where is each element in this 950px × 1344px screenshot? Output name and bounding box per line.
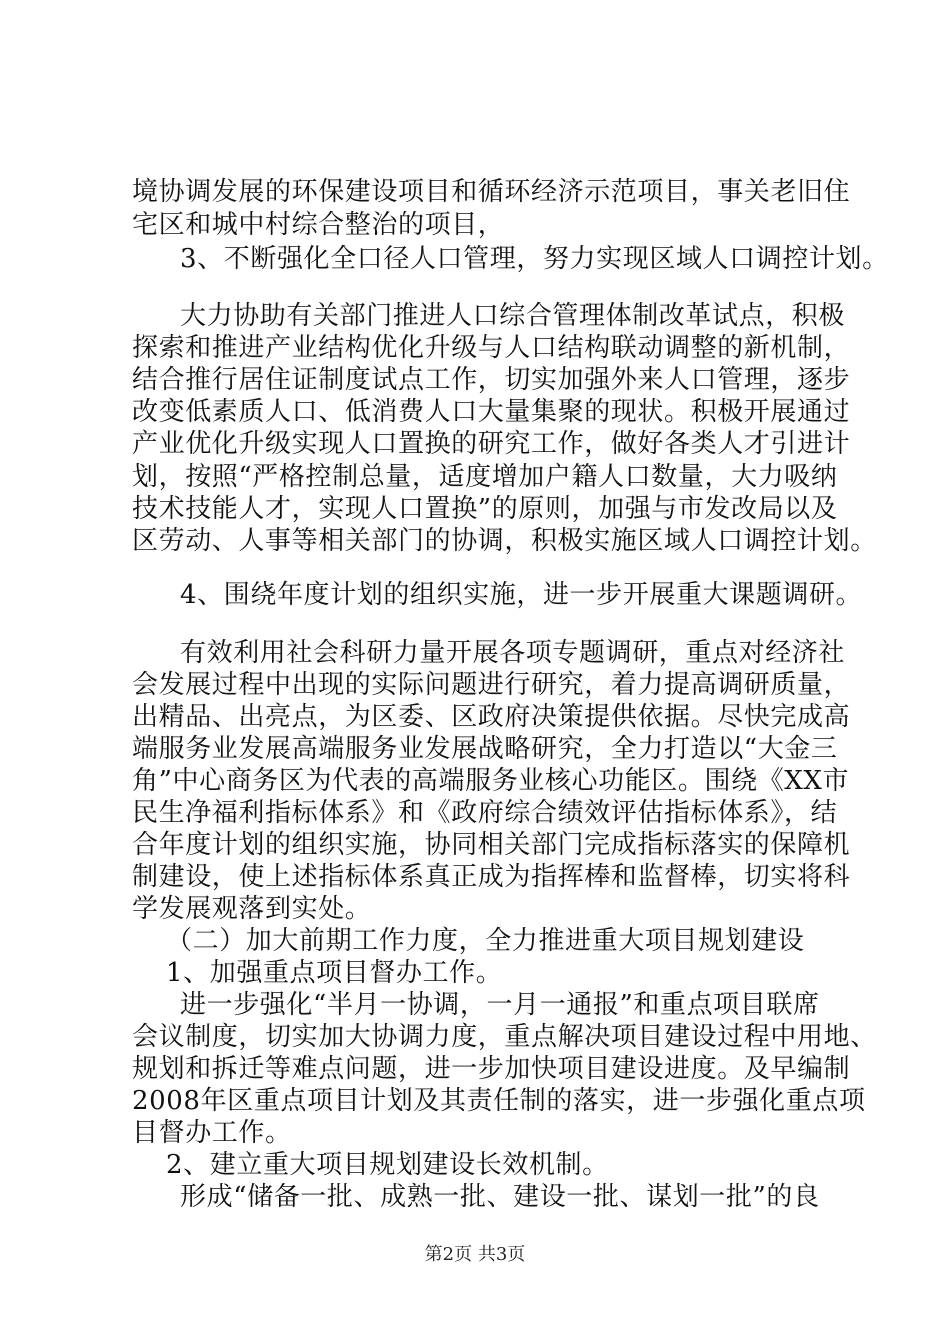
text-line: 技术技能人才，实现人口置换”的原则，加强与市发改局以及	[132, 494, 838, 524]
text-line: 目督办工作。	[132, 1118, 292, 1148]
page-number-footer: 第2页 共3页	[424, 1244, 526, 1265]
text-line: 区劳动、人事等相关部门的协调，积极实施区域人口调控计划。	[132, 526, 877, 556]
text-line: 会发展过程中出现的实际问题进行研究，着力提高调研质量，	[132, 670, 851, 700]
text-line: 形成“储备一批、成熟一批、建设一批、谋划一批”的良	[180, 1182, 820, 1212]
text-line: 划，按照“严格控制总量，适度增加户籍人口数量，大力吸纳	[132, 462, 838, 492]
text-line: 制建设，使上述指标体系真正成为指挥棒和监督棒，切实将科	[132, 862, 851, 892]
text-line: 探索和推进产业结构优化升级与人口结构联动调整的新机制，	[132, 333, 851, 363]
text-line: 境协调发展的环保建设项目和循环经济示范项目，事关老旧住	[132, 177, 851, 207]
text-line: 端服务业发展高端服务业发展战略研究，全力打造以“大金三	[132, 734, 838, 764]
section-heading: （二）加大前期工作力度，全力推进重大项目规划建设	[166, 926, 805, 956]
text-line: 合年度计划的组织实施，协同相关部门完成指标落实的保障机	[132, 830, 851, 860]
text-line: 4、围绕年度计划的组织实施，进一步开展重大课题调研。	[180, 580, 863, 610]
text-line: 1、加强重点项目督办工作。	[166, 958, 503, 988]
text-line: 3、不断强化全口径人口管理，努力实现区域人口调控计划。	[180, 244, 889, 274]
text-line: 会议制度，切实加大协调力度，重点解决项目建设过程中用地、	[132, 1022, 877, 1052]
text-line: 宅区和城中村综合整治的项目，	[132, 210, 505, 240]
text-line: 产业优化升级实现人口置换的研究工作，做好各类人才引进计	[132, 429, 851, 459]
text-line: 民生净福利指标体系》和《政府综合绩效评估指标体系》，结	[132, 798, 838, 828]
text-line: 2008年区重点项目计划及其责任制的落实，进一步强化重点项	[132, 1086, 866, 1116]
text-line: 2、建立重大项目规划建设长效机制。	[166, 1150, 609, 1180]
text-line: 规划和拆迁等难点问题，进一步加快项目建设进度。及早编制	[132, 1054, 851, 1084]
text-line: 进一步强化“半月一协调，一月一通报”和重点项目联席	[180, 990, 820, 1020]
text-line: 改变低素质人口、低消费人口大量集聚的现状。积极开展通过	[132, 397, 851, 427]
text-line: 角”中心商务区为代表的高端服务业核心功能区。围绕《XX市	[132, 766, 850, 796]
text-line: 学发展观落到实处。	[132, 894, 372, 924]
text-line: 出精品、出亮点，为区委、区政府决策提供依据。尽快完成高	[132, 702, 851, 732]
text-line: 有效利用社会科研力量开展各项专题调研，重点对经济社	[180, 638, 846, 668]
text-line: 结合推行居住证制度试点工作，切实加强外来人口管理，逐步	[132, 365, 851, 395]
text-line: 大力协助有关部门推进人口综合管理体制改革试点，积极	[180, 301, 846, 331]
